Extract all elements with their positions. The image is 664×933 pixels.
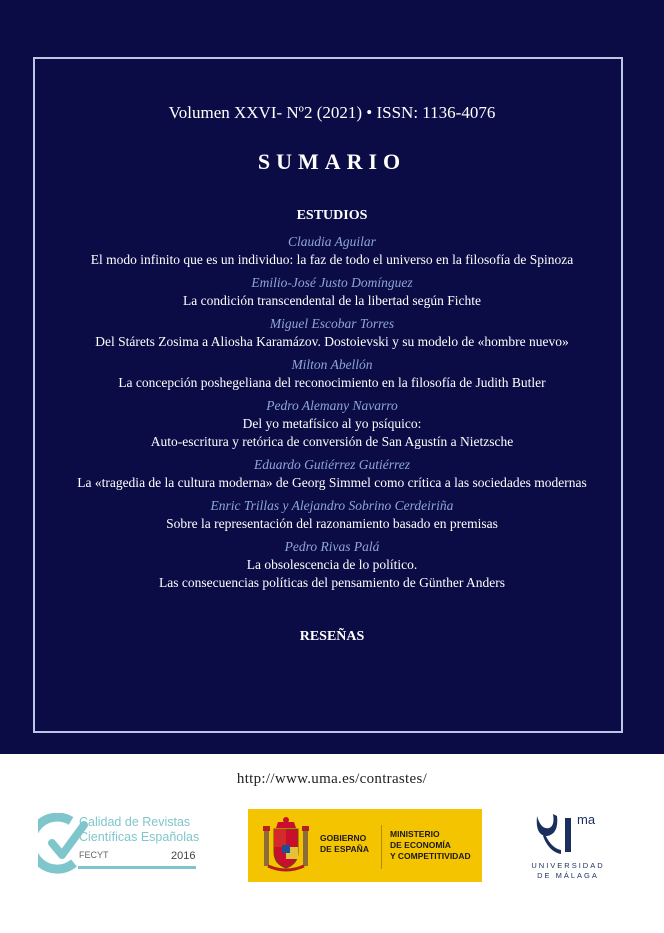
article-title: La concepción poshegeliana del reconocimiento en la filosofía de Judith Butler [118,375,546,390]
article-entry [0,456,664,492]
section-resenas: RESEÑAS [299,629,365,644]
article-subtitle: Las consecuencias políticas del pensamiento de Günther Anders [158,575,506,590]
article-entry [0,356,664,392]
article-title: La obsolescencia de lo político. [246,557,418,572]
article-title: La condición transcendental de la libertad según Fichte [182,293,481,308]
section-estudios: ESTUDIOS [296,208,368,223]
uma-name [531,861,605,881]
fecyt-line1: Calidad de Revistas [79,815,191,829]
article-subtitle: Auto-escritura y retórica de conversión de San Agustín a Nietzsche [150,434,514,449]
coat-of-arms-icon [262,816,310,876]
article-title: Del Stárets Zosima a Aliosha Karamázov. Dostoievski y su modelo de «hombre nuevo» [95,334,569,349]
gobierno-logo [248,809,482,882]
article-entry [0,274,664,310]
sumario-title: SUMARIO [257,149,407,174]
article-entry [0,538,664,592]
fecyt-line2: Científicas Españolas [79,830,200,844]
article-entry [0,397,664,451]
article-author: Pedro Rivas Palá [284,539,380,554]
uma-line2: DE MÁLAGA [537,871,599,880]
article-title: Del yo metafísico al yo psíquico: [242,416,422,431]
fecyt-logo [38,813,198,877]
article-author: Milton Abellón [291,357,373,372]
article-author: Enric Trillas y Alejandro Sobrino Cerdeiriña [210,498,454,513]
gobierno-line2: DE ESPAÑA [320,844,369,854]
article-list [0,233,664,597]
article-entry [0,233,664,269]
ministerio-line2: DE ECONOMÍA [390,840,451,850]
gobierno-divider [381,825,382,869]
uma-line1: UNIVERSIDAD [531,861,605,870]
ministerio-line3: Y COMPETITIVIDAD [390,851,471,861]
gobierno-line1: GOBIERNO [320,833,367,843]
article-title: Sobre la representación del razonamiento basado en premisas [166,516,498,531]
article-title: La «tragedia de la cultura moderna» de Georg Simmel como crítica a las sociedades modernas [77,475,587,490]
ministerio-line1: MINISTERIO [390,829,440,839]
journal-url[interactable]: http://www.uma.es/contrastes/ [236,771,428,787]
volume-info: Volumen XXVI- Nº2 (2021) • ISSN: 1136-4076 [168,103,496,122]
gobierno-label [320,833,369,855]
fecyt-underline [78,866,196,869]
article-entry [0,315,664,351]
article-author: Pedro Alemany Navarro [266,398,398,413]
uma-mark: ma [577,812,596,827]
article-author: Emilio-José Justo Domínguez [251,275,413,290]
fecyt-brand: FECYT [79,850,109,860]
article-entry [0,497,664,533]
article-author: Eduardo Gutiérrez Gutiérrez [254,457,410,472]
article-title: El modo infinito que es un individuo: la faz de todo el universo en la filosofía de Spinoza [90,252,574,267]
article-author: Claudia Aguilar [288,234,376,249]
fecyt-year: 2016 [171,850,196,862]
uma-logo [531,806,611,886]
article-author: Miguel Escobar Torres [269,316,395,331]
ministerio-label [390,829,471,862]
